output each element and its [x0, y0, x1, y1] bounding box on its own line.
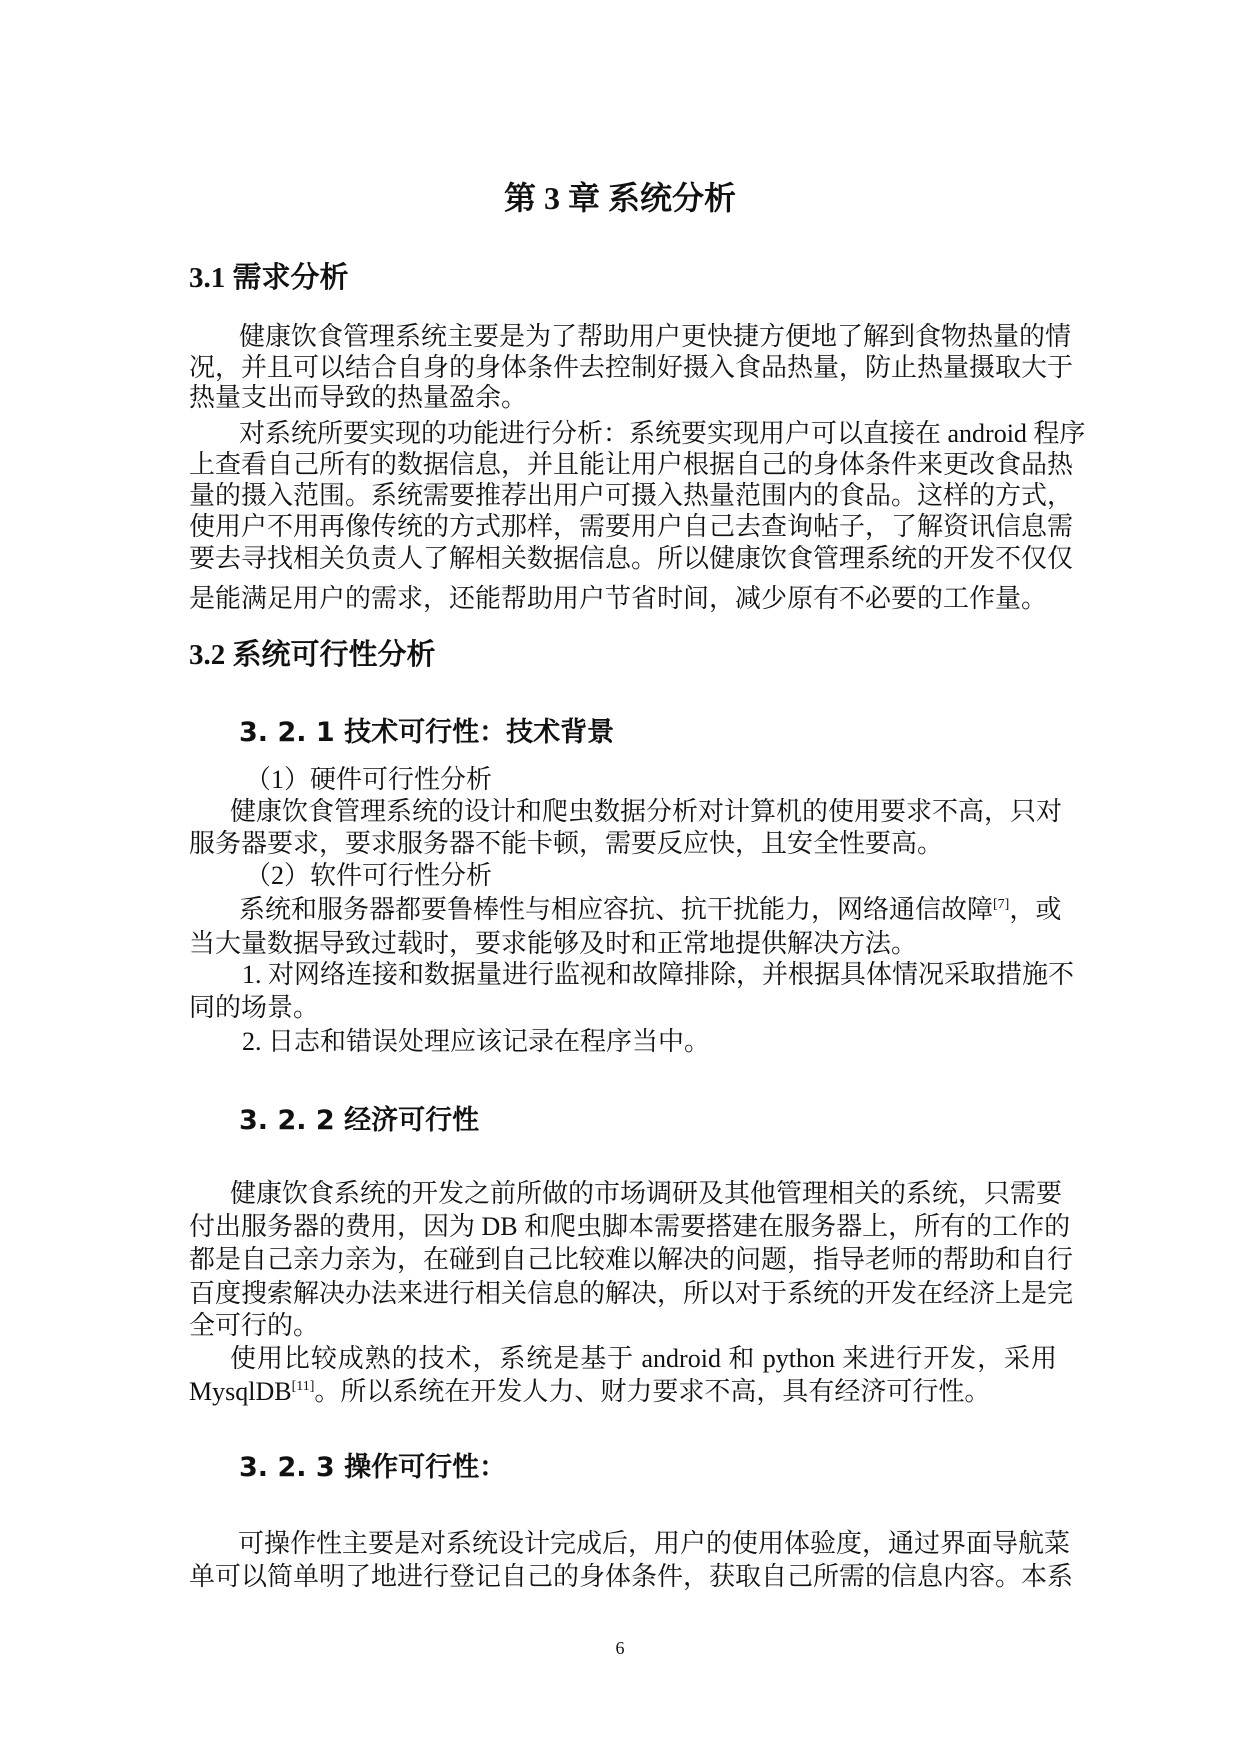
text: 。所以系统在开发人力、财力要求不高，具有经济可行性。 — [314, 1377, 991, 1406]
paragraph-line: 服务器要求，要求服务器不能卡顿，需要反应快，且安全性要高。 — [189, 829, 944, 858]
paragraph-line: 单可以简单明了地进行登记自己的身体条件，获取自己所需的信息内容。本系 — [189, 1562, 1074, 1591]
text: 系统和服务器都要鲁棒性与相应容抗、抗干扰能力，网络通信故障 — [239, 895, 994, 924]
paragraph-line: 况，并且可以结合自身的身体条件去控制好摄入食品热量，防止热量摄取大于 — [189, 353, 1074, 382]
subsection-heading-3-2-1: 3. 2. 1 技术可行性：技术背景 — [239, 717, 615, 748]
paragraph-line: 都是自己亲力亲为，在碰到自己比较难以解决的问题，指导老师的帮助和自行 — [189, 1245, 1074, 1274]
paragraph-line: 可操作性主要是对系统设计完成后，用户的使用体验度，通过界面导航菜 — [238, 1529, 1071, 1558]
paragraph-line: 当大量数据导致过载时，要求能够及时和正常地提供解决方法。 — [189, 929, 918, 958]
list-item: 2. 日志和错误处理应该记录在程序当中。 — [242, 1027, 711, 1056]
chapter-title: 第 3 章 系统分析 — [503, 180, 736, 216]
list-item-line: 同的场景。 — [189, 993, 320, 1022]
text: ，或 — [1009, 895, 1062, 924]
software-label: （2）软件可行性分析 — [245, 861, 493, 890]
paragraph-line: 健康饮食管理系统的设计和爬虫数据分析对计算机的使用要求不高，只对 — [230, 797, 1063, 826]
paragraph-line: 付出服务器的费用，因为 DB 和爬虫脚本需要搭建在服务器上，所有的工作的 — [189, 1212, 1071, 1241]
paragraph-line: 健康饮食管理系统主要是为了帮助用户更快捷方便地了解到食物热量的情 — [239, 322, 1072, 351]
paragraph-line: 百度搜索解决办法来进行相关信息的解决，所以对于系统的开发在经济上是完 — [189, 1279, 1074, 1308]
paragraph-line — [239, 894, 1061, 926]
subsection-heading-3-2-3: 3. 2. 3 操作可行性： — [239, 1452, 507, 1483]
citation-ref: [7] — [993, 897, 1010, 912]
paragraph-line: 热量支出而导致的热量盈余。 — [189, 383, 528, 412]
section-heading-3-1: 3.1 需求分析 — [189, 262, 349, 294]
paragraph-line: 使用比较成熟的技术，系统是基于 android 和 python 来进行开发，采用 — [230, 1344, 1057, 1373]
citation-ref: [11] — [291, 1379, 315, 1394]
paragraph-line: 全可行的。 — [189, 1311, 320, 1340]
list-item-line: 1. 对网络连接和数据量进行监视和故障排除，并根据具体情况采取措施不 — [242, 960, 1075, 989]
paragraph-line: 是能满足用户的需求，还能帮助用户节省时间，减少原有不必要的工作量。 — [189, 584, 1048, 613]
paragraph-line — [189, 1376, 990, 1408]
section-heading-3-2: 3.2 系统可行性分析 — [189, 639, 436, 671]
paragraph-line: 使用户不用再像传统的方式那样，需要用户自己去查询帖子，了解资讯信息需 — [189, 512, 1074, 541]
paragraph-line: 健康饮食系统的开发之前所做的市场调研及其他管理相关的系统，只需要 — [230, 1179, 1063, 1208]
subsection-heading-3-2-2: 3. 2. 2 经济可行性 — [239, 1105, 480, 1136]
page-number: 6 — [615, 1638, 625, 1658]
hardware-label: （1）硬件可行性分析 — [245, 765, 493, 794]
paragraph-line: 上查看自己所有的数据信息，并且能让用户根据自己的身体条件来更改食品热 — [189, 450, 1074, 479]
paragraph-line: 对系统所要实现的功能进行分析：系统要实现用户可以直接在 android 程序 — [239, 419, 1086, 448]
paragraph-line: 量的摄入范围。系统需要推荐出用户可摄入热量范围内的食品。这样的方式， — [189, 481, 1074, 510]
text: MysqlDB — [189, 1377, 292, 1406]
paragraph-line: 要去寻找相关负责人了解相关数据信息。所以健康饮食管理系统的开发不仅仅 — [189, 544, 1074, 573]
